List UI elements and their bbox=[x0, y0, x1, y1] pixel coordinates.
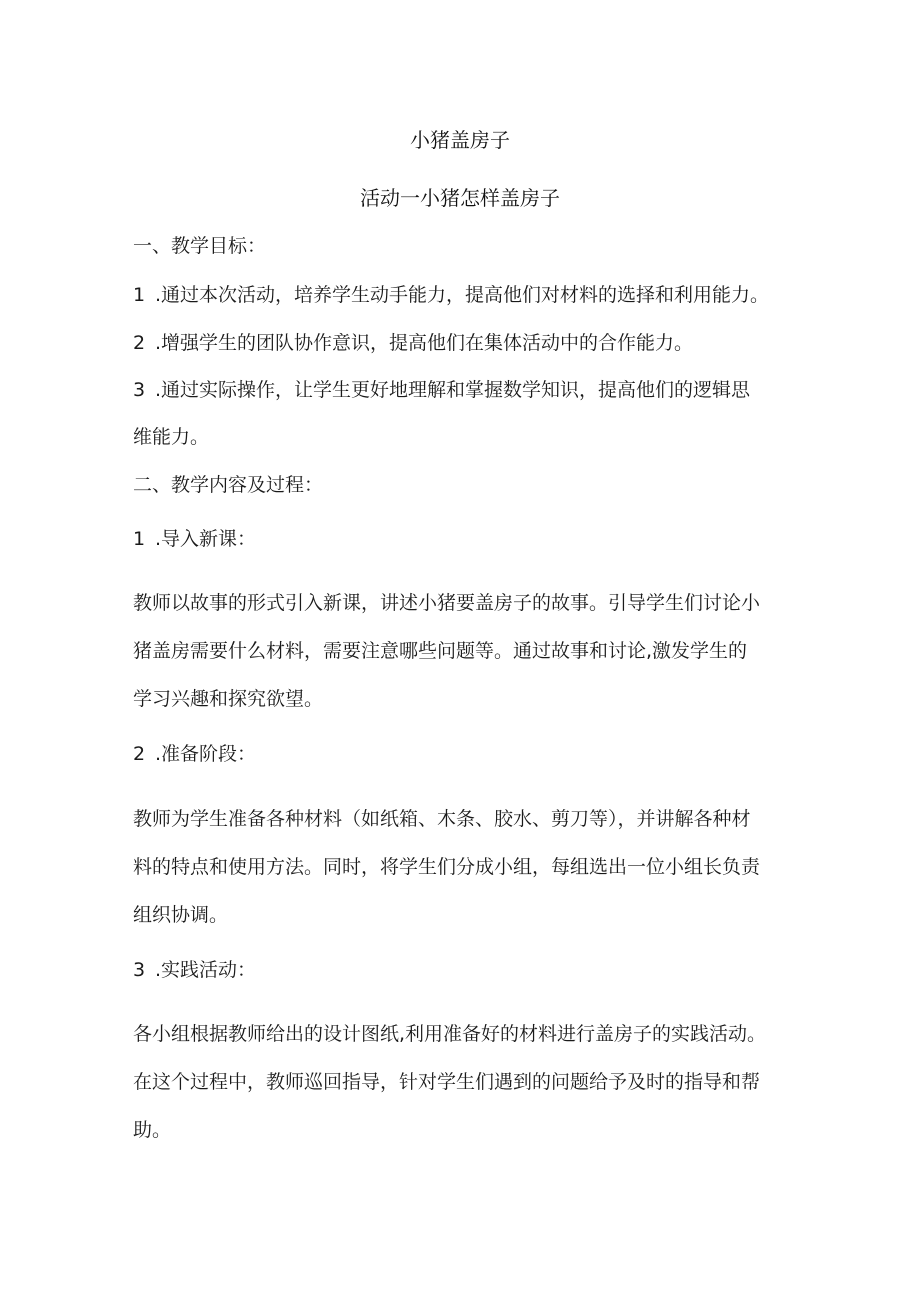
paragraph-line: 在这个过程中，教师巡回指导，针对学生们遇到的问题给予及时的指导和帮 bbox=[133, 1071, 761, 1093]
step-number: 3 bbox=[133, 959, 146, 981]
step-heading bbox=[133, 957, 256, 983]
goal-text: .通过本次活动，培养学生动手能力，提高他们对材料的选择和利用能力。 bbox=[155, 284, 770, 306]
step-heading bbox=[133, 526, 256, 552]
paragraph-line: 助。 bbox=[133, 1119, 172, 1141]
step-title: .实践活动： bbox=[155, 959, 257, 981]
step-heading bbox=[133, 741, 256, 767]
paragraph-line: 教师以故事的形式引入新课，讲述小猪要盖房子的故事。引导学生们讨论小 bbox=[133, 592, 761, 614]
goal-number: 3 bbox=[133, 379, 146, 401]
paragraph-line: 组织协调。 bbox=[133, 904, 229, 926]
goal-text: .增强学生的团队协作意识，提高他们在集体活动中的合作能力。 bbox=[155, 332, 694, 354]
goal-number: 1 bbox=[133, 284, 146, 306]
paragraph-line: 教师为学生准备各种材料（如纸箱、木条、胶水、剪刀等），并讲解各种材 bbox=[133, 808, 751, 830]
paragraph-line: 各小组根据教师给出的设计图纸,利用准备好的材料进行盖房子的实践活动。 bbox=[133, 1023, 767, 1045]
step-number: 2 bbox=[133, 743, 146, 765]
goal-number: 2 bbox=[133, 332, 146, 354]
step-number: 1 bbox=[133, 528, 146, 550]
section-heading-content: 二、教学内容及过程： bbox=[133, 474, 324, 496]
paragraph-line: 料的特点和使用方法。同时，将学生们分成小组，每组选出一位小组长负责 bbox=[133, 856, 761, 878]
goal-text-continued: 维能力。 bbox=[133, 426, 210, 448]
goal-item bbox=[133, 377, 750, 403]
paragraph-line: 学习兴趣和探究欲望。 bbox=[133, 688, 324, 710]
paragraph-line: 猪盖房需要什么材料，需要注意哪些问题等。通过故事和讨论,激发学生的 bbox=[133, 640, 748, 662]
goal-item bbox=[133, 330, 693, 356]
step-title: .导入新课： bbox=[155, 528, 257, 550]
document-subtitle: 活动一小猪怎样盖房子 bbox=[360, 186, 560, 210]
section-heading-goals: 一、教学目标： bbox=[133, 235, 267, 257]
document-title: 小猪盖房子 bbox=[410, 128, 510, 152]
goal-item bbox=[133, 282, 769, 308]
step-title: .准备阶段： bbox=[155, 743, 257, 765]
goal-text: .通过实际操作，让学生更好地理解和掌握数学知识，提高他们的逻辑思 bbox=[155, 379, 751, 401]
